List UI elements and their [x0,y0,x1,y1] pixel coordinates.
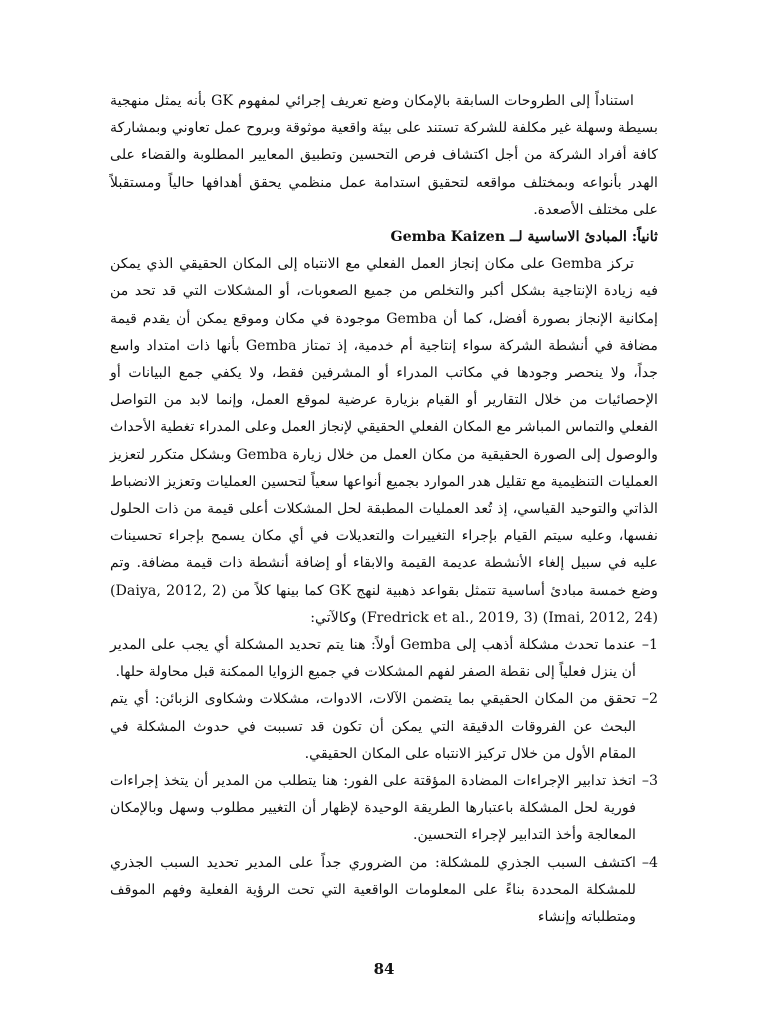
list-text: عندما تحدث مشكلة أذهب إلى Gemba أولاً: هنا يتم تحديد المشكلة أي يجب على المدير أن ينزل فعلياً إلى نقطة الصفر لفهم المشكلات في جميع الزوايا الممكنة قبل محاولة حلها. [110,637,637,681]
list-item [110,768,658,850]
list-text: اكتشف السبب الجذري للمشكلة: من الضروري جداً على المدير تحديد السبب الجذري للمشكلة المحددة بناءً على المعلومات الواقعية التي تحت الرؤية الفعلية وفهم الموقف ومتطلباته وإنشاء [110,854,636,926]
list-item [110,632,658,686]
list-number: 3– [641,773,658,790]
list-text: اتخذ تدابير الإجراءات المضادة المؤقتة على الفور: هنا يتطلب من المدير أن يتخذ إجراءات فورية لحل المشكلة باعتبارها الطريقة الوحيدة لإظهار أن التغيير مطلوب وسهل وبالإمكان المعالجة وأخذ التدابير لإجراء التحسين. [110,773,636,844]
list-number: 4– [641,854,658,871]
list-item [110,850,658,932]
list-item [110,686,658,768]
section-heading: ثانياً: المبادئ الاساسية لــ Gemba Kaizen [390,229,658,246]
page-number: 84 [373,960,395,978]
intro-paragraph: استناداً إلى الطروحات السابقة بالإمكان وضع تعريف إجرائي لمفهوم GK بأنه يمثل منهجية بسيطة وسهلة غير مكلفة للشركة تستند على بيئة واقعية موثوقة وبروح عمل تعاوني وبمشاركة كافة أفراد الشركة من أجل اكتشاف فرص التحسين وتطبيق المعايير المطلوبة والقضاء على الهدر بأنواعه وبمختلف مواقعه لتحقيق استدامة عمل منظمي يحقق أهدافها حالياً ومستقبلاً على مختلف الأصعدة. [110,93,658,218]
list-number: 1– [641,637,658,654]
list-number: 2– [641,691,658,708]
principles-list [110,632,658,931]
list-text: تحقق من المكان الحقيقي بما يتضمن الآلات، الادوات، مشكلات وشكاوى الزبائن: أي يتم البحث عن الفروقات الدقيقة التي يمكن أن تكون قد تسببت في حدوث المشكلة في المقام الأول من خلال تركيز الانتباه على المكان الحقيقي. [110,691,636,762]
body-paragraph: تركز Gemba على مكان إنجاز العمل الفعلي مع الانتباه إلى المكان الحقيقي الذي يمكن فيه زيادة الإنتاجية بشكل أكبر والتخلص من جميع الصعوبات، أو المشكلات التي قد تحد من إمكانية الإنجاز بصورة أفضل، كما أن Gemba موجودة في مكان وموقع يمكن أن يقدم قيمة مضافة في أنشطة الشركة سواء إنتاجية أم خدمية، إذ تمتاز Gemba بأنها ذات امتداد واسع جداً، ولا ينحصر وجودها في مكاتب المدراء أو المشرفين فقط، ولا يكفي جمع البيانات أو الإحصائيات من خلال التقارير أو القيام بزيارة عرضية لموقع العمل، وإنما لابد من التواصل الفعلي والتماس المباشر مع المكان الفعلي الحقيقي لإنجاز العمل وعلى المدراء تغطية الأحداث والوصول إلى الصورة الحقيقية من مكان العمل من خلال زيارة Gemba وبشكل متكرر لتعزيز العمليات التنظيمية مع تقليل هدر الموارد بجميع أنواعها سعياً لتحسين العمليات وتعزيز الانضباط الذاتي والتوحيد القياسي، إذ تُعد العمليات المطبقة لحل المشكلات أعلى قيمة من ذات الحلول نفسها، وعليه سيتم القيام بإجراء التغييرات والتعديلات في أي مكان يسمح بإجراء تحسينات عليه في سبيل إلغاء الأنشطة عديمة القيمة والابقاء أو إضافة أنشطة ذات قيمة مضافة. وتم وضع خمسة مبادئ أساسية تتمثل بقواعد ذهبية لنهج GK كما بينها كلاً من (Daiya, 2012, 2) (Imai, 2012, 24) (Fredrick et al., 2019, 3) وكالآتي: [110,256,659,626]
document-body [110,88,658,931]
